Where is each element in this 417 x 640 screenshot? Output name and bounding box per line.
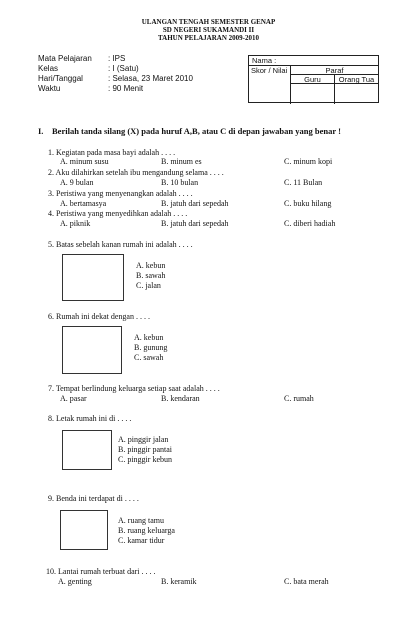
question-6-picture (62, 326, 122, 374)
paraf-label: Paraf (291, 66, 378, 75)
q9-option-c[interactable]: C. kamar tidur (118, 536, 165, 545)
q3-option-c[interactable]: C. buku hilang (284, 199, 332, 208)
q8-option-b[interactable]: B. pinggir pantai (118, 445, 172, 454)
q7-option-c[interactable]: C. rumah (284, 394, 314, 403)
q7-option-a[interactable]: A. pasar (60, 394, 87, 403)
header-title: ULANGAN TENGAH SEMESTER GENAP (141, 18, 276, 26)
q5-option-c[interactable]: C. jalan (136, 281, 161, 290)
paraf-cell (291, 66, 378, 104)
q2-option-c[interactable]: C. 11 Bulan (284, 178, 323, 187)
date-label: Hari/Tanggal (38, 74, 83, 83)
class-label: Kelas (38, 64, 59, 73)
question-9-picture (60, 510, 108, 550)
q4-option-b[interactable]: B. jatuh dari sepedah (161, 219, 229, 228)
score-row (249, 66, 378, 104)
signature-area (291, 84, 378, 104)
question-7: 7. Tempat berlindung keluarga setiap saat adalah . . . . (48, 384, 220, 393)
class-value: : I (Satu) (108, 64, 139, 73)
q9-option-a[interactable]: A. ruang tamu (118, 516, 164, 525)
info-row-subject (38, 54, 238, 64)
q6-option-a[interactable]: A. kebun (134, 333, 164, 342)
student-name-field[interactable]: Nama : (249, 56, 378, 66)
paraf-subheader (291, 75, 378, 84)
question-4: 4. Peristiwa yang menyedihkan adalah . . . . (48, 209, 188, 218)
subject-value: : IPS (108, 54, 126, 63)
question-8-picture (62, 430, 112, 470)
question-2: 2. Aku dilahirkan setelah ibu mengandung selama . . . . (48, 168, 224, 177)
date-value: : Selasa, 23 Maret 2010 (108, 74, 193, 83)
section-number: I. (38, 126, 44, 136)
parent-label: Orang Tua (338, 75, 375, 84)
question-1: 1. Kegiatan pada masa bayi adalah . . . . (48, 148, 176, 157)
q1-option-b[interactable]: B. minum es (161, 157, 202, 166)
teacher-label: Guru (291, 75, 335, 83)
question-5: 5. Batas sebelah kanan rumah ini adalah . . . . (48, 240, 193, 249)
q9-option-b[interactable]: B. ruang keluarga (118, 526, 175, 535)
q8-option-c[interactable]: C. pinggir kebun (118, 455, 172, 464)
q6-option-b[interactable]: B. gunung (134, 343, 168, 352)
header-year: TAHUN PELAJARAN 2009-2010 (158, 34, 259, 42)
q1-option-a[interactable]: A. minum susu (60, 157, 109, 166)
q4-option-a[interactable]: A. piknik (60, 219, 91, 228)
question-5-picture (62, 254, 124, 301)
score-cell[interactable]: Skor / Nilai (249, 66, 291, 104)
q1-option-c[interactable]: C. minum kopi (284, 157, 333, 166)
q6-option-c[interactable]: C. sawah (134, 353, 164, 362)
parent-signature-cell[interactable] (335, 84, 378, 104)
q10-option-a[interactable]: A. genting (58, 577, 92, 586)
score-box (248, 55, 379, 103)
q3-option-b[interactable]: B. jatuh dari sepedah (161, 199, 229, 208)
time-value: : 90 Menit (108, 84, 144, 93)
q2-option-a[interactable]: A. 9 bulan (60, 178, 94, 187)
q2-option-b[interactable]: B. 10 bulan (161, 178, 199, 187)
question-9: 9. Benda ini terdapat di . . . . (48, 494, 139, 503)
q7-option-b[interactable]: B. kendaran (161, 394, 200, 403)
q10-option-b[interactable]: B. keramik (161, 577, 197, 586)
q5-option-a[interactable]: A. kebun (136, 261, 166, 270)
teacher-signature-cell[interactable] (291, 84, 335, 104)
instruction-text: Berilah tanda silang (X) pada huruf A,B, atau C di depan jawaban yang benar ! (52, 126, 341, 136)
exam-header (0, 18, 417, 42)
q3-option-a[interactable]: A. bertamasya (60, 199, 107, 208)
q10-option-c[interactable]: C. bata merah (284, 577, 329, 586)
info-row-date (38, 74, 238, 84)
question-10: 10. Lantai rumah terbuat dari . . . . (46, 567, 156, 576)
header-school: SD NEGERI SUKAMANDI II (162, 26, 255, 34)
exam-info (38, 54, 238, 94)
subject-label: Mata Pelajaran (38, 54, 92, 63)
question-8: 8. Letak rumah ini di . . . . (48, 414, 132, 423)
info-row-class (38, 64, 238, 74)
q4-option-c[interactable]: C. diberi hadiah (284, 219, 336, 228)
question-6: 6. Rumah ini dekat dengan . . . . (48, 312, 150, 321)
question-3: 3. Peristiwa yang menyenangkan adalah . . . . (48, 189, 193, 198)
time-label: Waktu (38, 84, 61, 93)
info-row-time (38, 84, 238, 94)
q5-option-b[interactable]: B. sawah (136, 271, 166, 280)
q8-option-a[interactable]: A. pinggir jalan (118, 435, 169, 444)
